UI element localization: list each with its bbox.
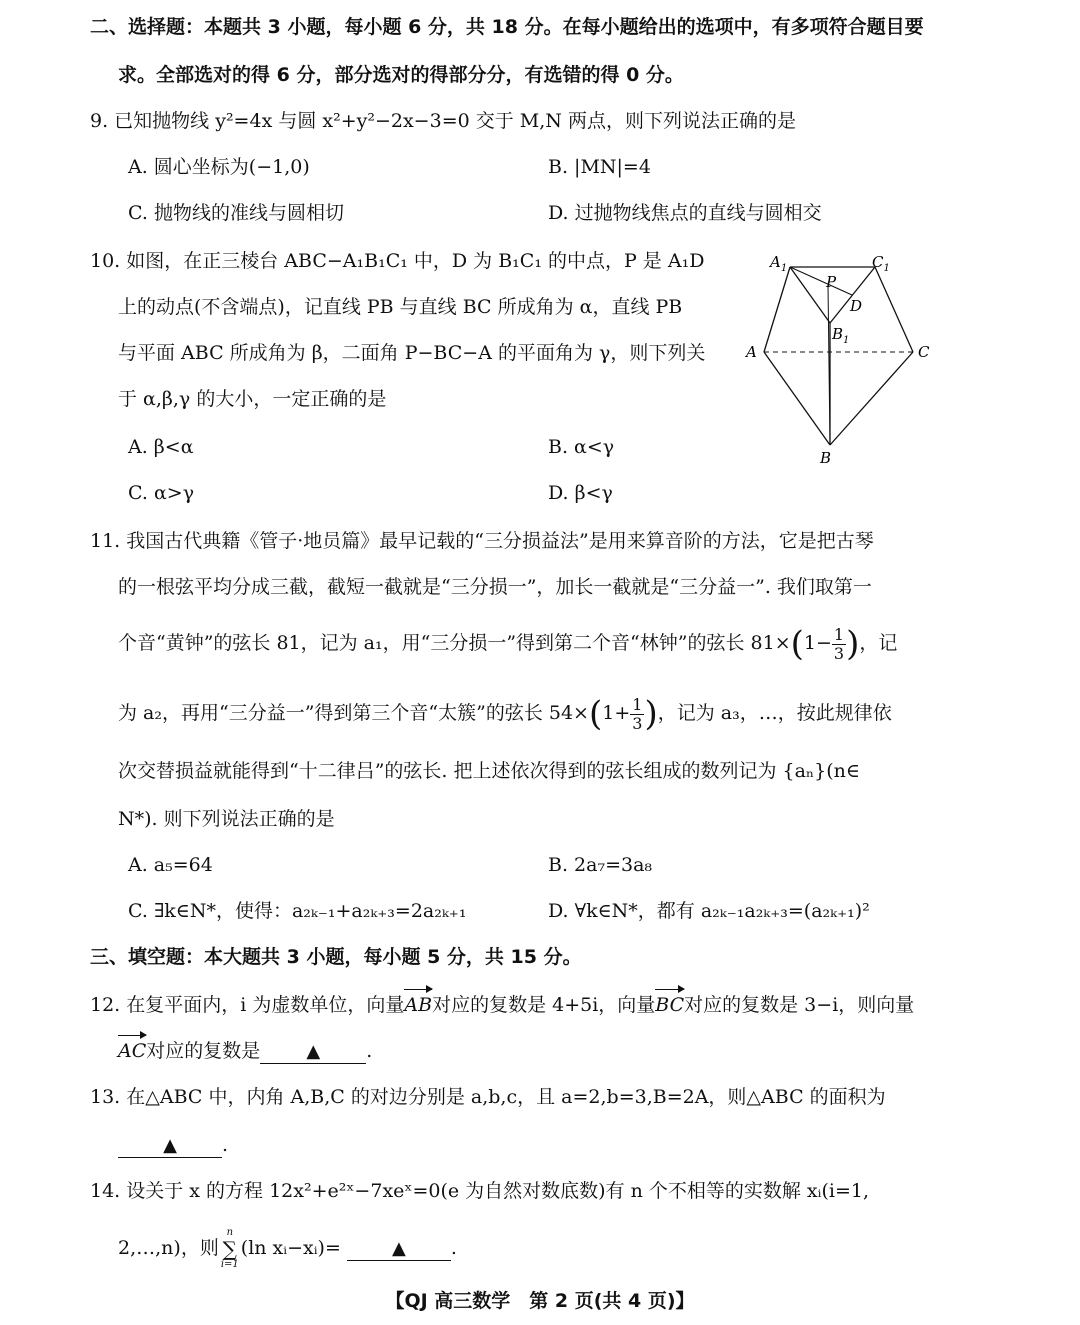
q14-end: . [450,1237,457,1259]
edge-a-b [764,352,830,445]
q9-option-d: D. 过抛物线焦点的直线与圆相交 [548,202,822,224]
edge-c1-c [875,267,913,352]
vector-ab: AB [404,994,433,1016]
triangle-marker-icon: ▲ [163,1135,177,1156]
right-paren: ) [846,624,860,664]
label-a1: $A_1$ [770,253,788,274]
vector-bc: BC [655,994,685,1016]
q14-line2-pre: 2,…,n)，则 [118,1237,219,1259]
q14-line1: 14. 设关于 x 的方程 12x²+e²ˣ−7xeˣ=0(e 为自然对数底数)有 n 个不相等的实数解 xᵢ(i=1, [90,1180,870,1202]
answer-blank-12[interactable] [260,1040,366,1064]
q10-option-b: B. α<γ [548,436,615,458]
q10-option-d: D. β<γ [548,482,613,504]
q10-line3: 与平面 ABC 所成角为 β，二面角 P−BC−A 的平面角为 γ，则下列关 [118,342,706,364]
q14-line2-expr: (ln xᵢ−xᵢ)= [240,1237,341,1259]
q9-option-c: C. 抛物线的准线与圆相切 [128,202,344,224]
q12-end: . [366,1040,373,1062]
q10-line2: 上的动点(不含端点)，记直线 PB 与直线 BC 所成角为 α，直线 PB [118,296,683,318]
triangle-marker-icon: ▲ [306,1041,321,1062]
q11-line1: 11. 我国古代典籍《管子·地员篇》最早记载的“三分损益法”是用来算音阶的方法，它是把古琴 [90,530,874,552]
right-paren: ) [644,694,658,734]
q11-option-d: D. ∀k∈N*，都有 a₂ₖ₋₁a₂ₖ₊₃=(a₂ₖ₊₁)² [548,900,870,922]
q11-line3-inner: 1− [803,632,832,654]
q12-line1-pre: 12. 在复平面内，i 为虚数单位，向量 [90,994,405,1016]
q13-line1: 13. 在△ABC 中，内角 A,B,C 的对边分别是 a,b,c，且 a=2,b=3,B=2A，则△ABC 的面积为 [90,1086,886,1108]
section2-header-line1: 二、选择题：本题共 3 小题，每小题 6 分，共 18 分。在每小题给出的选项中，有多项符合题目要 [90,16,924,38]
q13-end: . [222,1134,229,1156]
fraction-one-third: $\frac{1}{3}$ [632,694,643,733]
q12-line1-post: 对应的复数是 3−i，则向量 [684,994,915,1016]
page-footer: 【QJ 高三数学 第 2 页(共 4 页)】 [385,1290,695,1312]
label-b1: $B_1$ [832,325,850,346]
left-paren: ( [588,694,603,734]
label-a: A [746,343,757,361]
label-b: B [820,449,832,467]
q10-option-c: C. α>γ [128,482,195,504]
vector-ac: AC [118,1040,147,1062]
section3-header: 三、填空题：本大题共 3 小题，每小题 5 分，共 15 分。 [90,946,582,968]
q9-option-a: A. 圆心坐标为(−1,0) [128,156,310,178]
q11-option-c: C. ∃k∈N*，使得：a₂ₖ₋₁+a₂ₖ₊₃=2a₂ₖ₊₁ [128,900,467,922]
q11-line3-text: 个音“黄钟”的弦长 81，记为 a₁，用“三分损一”得到第二个音“林钟”的弦长 81× [118,632,791,654]
q10-option-a: A. β<α [128,436,194,458]
q11-line4 [118,692,892,735]
q11-line4-post: ，记为 a₃，…，按此规律依 [657,702,892,724]
q12-line2-text: 对应的复数是 [146,1040,261,1062]
edge-a1-a [764,267,790,352]
edge-a1-b1 [790,267,830,323]
label-c: C [918,343,930,361]
triangle-marker-icon: ▲ [391,1238,406,1259]
q13-line2 [118,1132,228,1158]
q12-line1-mid: 对应的复数是 4+5i，向量 [432,994,656,1016]
q12-line2 [118,1038,372,1064]
q11-line4-text: 为 a₂，再用“三分益一”得到第三个音“太簇”的弦长 54× [118,702,589,724]
q11-line3-post: ，记 [859,632,898,654]
q11-line4-inner: 1+ [602,702,631,724]
left-paren: ( [790,624,804,664]
q11-line2: 的一根弦平均分成三截，截短一截就是“三分损一”，加长一截就是“三分益一”. 我们取第一 [118,576,872,598]
q9-option-b: B. |MN|=4 [548,156,651,178]
q14-line2 [118,1226,457,1271]
frustum-figure [740,245,940,470]
q11-line3 [118,622,897,665]
label-c1: $C_1$ [872,253,890,274]
q10-line1: 10. 如图，在正三棱台 ABC−A₁B₁C₁ 中，D 为 B₁C₁ 的中点，P 是 A₁D [90,250,705,272]
answer-blank-14[interactable] [347,1237,451,1261]
q11-option-b: B. 2a₇=3a₈ [548,854,653,876]
q11-line5: 次交替损益就能得到“十二律吕”的弦长. 把上述依次得到的弦长组成的数列记为 {aₙ}(n∈ [118,760,860,782]
summation: n ∑ i=1 [220,1227,239,1270]
q11-line6: N*). 则下列说法正确的是 [118,808,335,830]
q9-stem: 9. 已知抛物线 y²=4x 与圆 x²+y²−2x−3=0 交于 M,N 两点，则下列说法正确的是 [90,110,796,132]
edge-c-b [830,352,913,445]
q12-line1 [90,992,914,1018]
q11-option-a: A. a₅=64 [128,854,213,876]
label-p: P [826,273,837,291]
section2-header-line2: 求。全部选对的得 6 分，部分选对的得部分分，有选错的得 0 分。 [118,64,684,86]
q10-line4: 于 α,β,γ 的大小，一定正确的是 [118,388,387,410]
label-d: D [850,297,863,315]
answer-blank-13[interactable] [118,1134,222,1158]
fraction-one-third: $\frac{1}{3}$ [833,624,845,663]
